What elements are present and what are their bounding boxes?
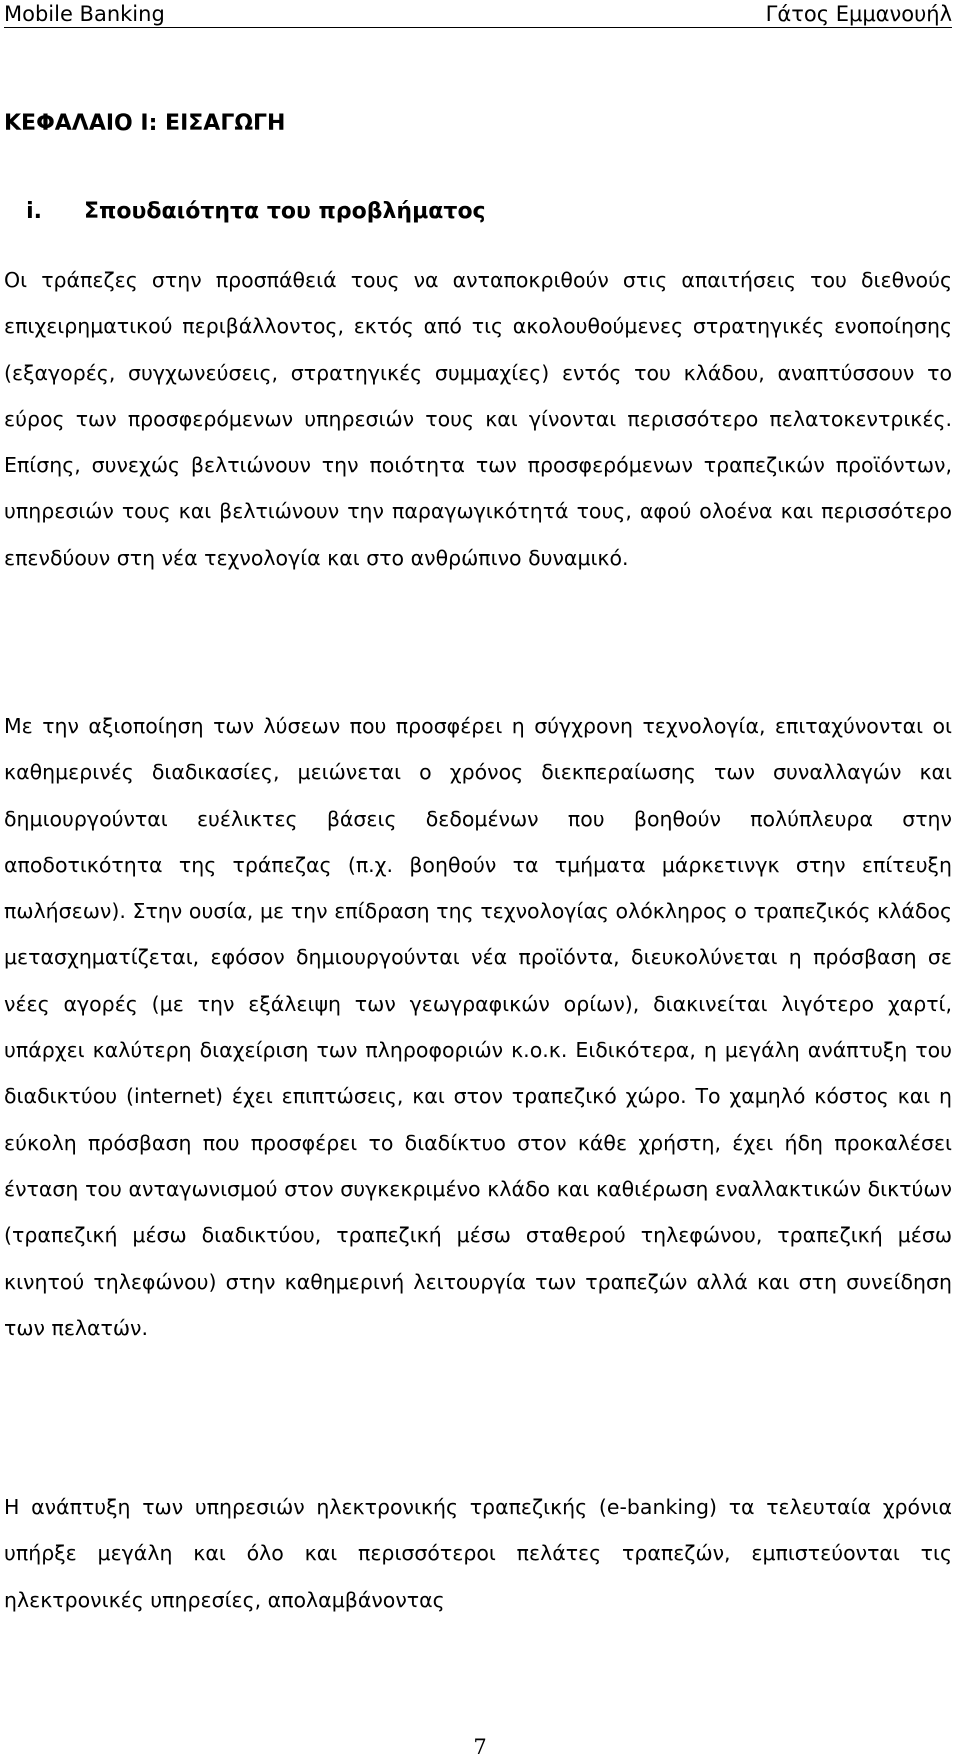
body-paragraph-1: Οι τράπεζες στην προσπάθειά τους να ανταποκριθούν στις απαιτήσεις του διεθνούς επιχειρηματικού περιβάλλοντος, εκτός από τις ακολουθούμενες στρατηγικές ενοποίησης (εξαγορές, συγχωνεύσεις, στρατηγικές συμμαχίες) εντός του κλάδου, αναπτύσσουν το εύρος των προσφερόμενων υπηρεσιών τους και γίνονται περισσότερο πελατοκεντρικές. Επίσης, συνεχώς βελτιώνουν την ποιότητα των προσφερόμενων τραπεζικών προϊόντων, υπηρεσιών τους και βελτιώνουν την παραγωγικότητά τους, αφού ολοένα και περισσότερο επενδύουν στη νέα τεχνολογία και στο ανθρώπινο δυναμικό. xyxy=(4,268,952,570)
section-number: i. xyxy=(26,199,42,224)
page-number: 7 xyxy=(473,1735,487,1759)
body-paragraph-3: Η ανάπτυξη των υπηρεσιών ηλεκτρονικής τραπεζικής (e-banking) τα τελευταία χρόνια υπήρξε μεγάλη και όλο και περισσότεροι πελάτες τραπεζών, εμπιστεύονται τις ηλεκτρονικές υπηρεσίες, απολαμβάνοντας xyxy=(4,1495,952,1612)
header-author-name: Γάτος Εμμανουήλ xyxy=(765,2,952,26)
chapter-title: ΚΕΦΑΛΑΙΟ Ι: ΕΙΣΑΓΩΓΗ xyxy=(4,111,286,136)
section-heading xyxy=(4,198,486,226)
body-paragraph-2: Με την αξιοποίηση των λύσεων που προσφέρει η σύγχρονη τεχνολογία, επιταχύνονται οι καθημερινές διαδικασίες, μειώνεται ο χρόνος διεκπεραίωσης των συναλλαγών και δημιουργούνται ευέλικτες βάσεις δεδομένων που βοηθούν πολύπλευρα στην αποδοτικότητα της τράπεζας (π.χ. βοηθούν τα τμήματα μάρκετινγκ στην επίτευξη πωλήσεων). Στην ουσία, με την επίδραση της τεχνολογίας ολόκληρος ο τραπεζικός κλάδος μετασχηματίζεται, εφόσον δημιουργούνται νέα προϊόντα, διευκολύνεται η πρόσβαση σε νέες αγορές (με την εξάλειψη των γεωγραφικών ορίων), διακινείται λιγότερο χαρτί, υπάρχει καλύτερη διαχείριση των πληροφοριών κ.ο.κ. Ειδικότερα, η μεγάλη ανάπτυξη του διαδικτύου (internet) έχει επιπτώσεις, και στον τραπεζικό χώρο. Το χαμηλό κόστος και η εύκολη πρόσβαση που προσφέρει το διαδίκτυο στον κάθε χρήστη, έχει ήδη προκαλέσει ένταση του ανταγωνισμού στον συγκεκριμένο κλάδο και καθιέρωση εναλλακτικών δικτύων (τραπεζική μέσω διαδικτύου, τραπεζική μέσω σταθερού τηλεφώνου, τραπεζική μέσω κινητού τηλεφώνου) στην καθημερινή λειτουργία των τραπεζών αλλά και στη συνείδηση των πελατών. xyxy=(4,714,952,1340)
section-title: Σπουδαιότητα του προβλήματος xyxy=(84,199,486,224)
running-header xyxy=(4,0,952,28)
header-document-title: Mobile Banking xyxy=(4,2,165,26)
